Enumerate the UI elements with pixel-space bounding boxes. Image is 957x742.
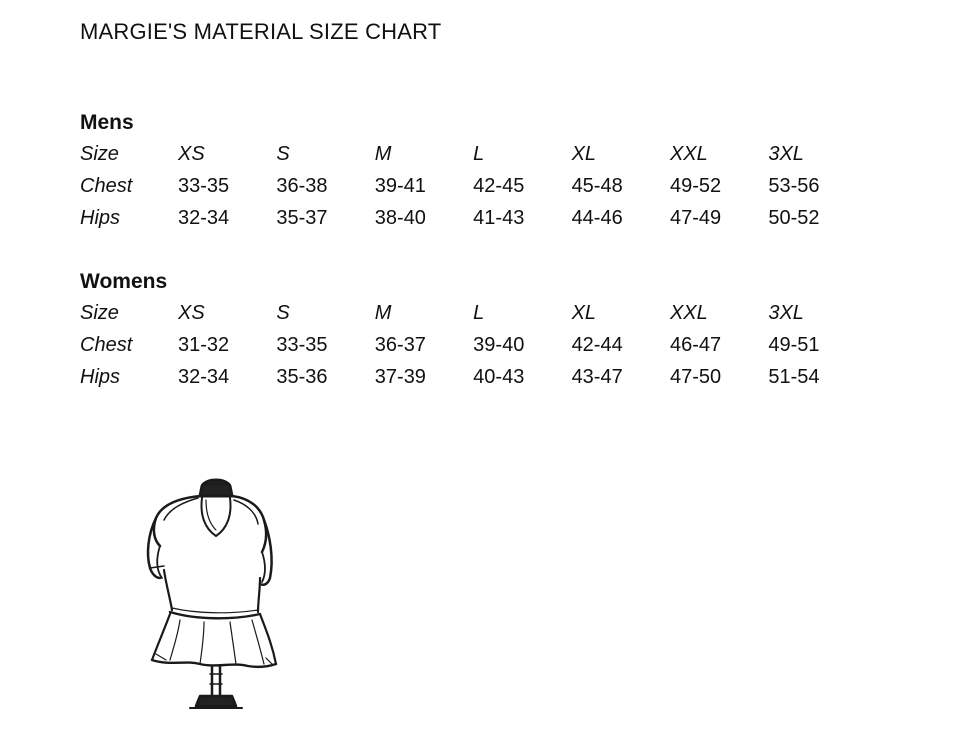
size-cell: XS [178,143,205,165]
mens-size-table [80,108,880,234]
measurement-cell: 53-56 [768,175,820,197]
mens-heading: Mens [80,111,134,134]
measurement-cell: 33-35 [276,334,328,356]
measurement-cell: 45-48 [571,175,623,197]
measurement-cell: 51-54 [768,366,820,388]
measurement-cell: 41-43 [473,207,525,229]
size-cell: S [276,143,290,165]
womens-size-table [80,267,880,393]
measurement-cell: 47-50 [669,366,722,388]
mens-hips-row [80,202,880,234]
size-cell: L [473,302,485,324]
measurement-cell: 31-32 [178,334,230,356]
size-cell: XS [178,302,205,324]
measurement-cell: 49-51 [768,334,820,356]
measurement-cell: 43-47 [571,366,623,388]
measurement-cell: 42-44 [571,334,623,356]
size-cell: XXL [669,143,708,165]
measurement-cell: 39-40 [473,334,525,356]
measurement-cell: 32-34 [178,366,230,388]
mens-chest-row [80,170,880,202]
measurement-cell: 38-40 [374,207,426,229]
measurement-cell: 42-45 [473,175,525,197]
measurement-cell: 44-46 [571,207,623,229]
row-label: Chest [80,334,133,356]
womens-hips-row [80,361,880,393]
size-cell: XL [571,302,597,324]
size-cell: L [473,143,485,165]
measurement-cell: 39-41 [374,175,426,197]
row-label: Size [80,302,119,324]
measurement-cell: 37-39 [374,366,426,388]
womens-size-row [80,297,880,329]
measurement-cell: 49-52 [669,175,722,197]
measurement-cell: 36-37 [374,334,426,356]
row-label: Hips [80,366,121,388]
measurement-cell: 47-49 [669,207,722,229]
dress-form-sketch-icon [140,474,285,716]
row-label: Hips [80,207,121,229]
row-label: Chest [80,175,133,197]
womens-chest-row [80,329,880,361]
size-cell: XXL [669,302,708,324]
measurement-cell: 35-36 [276,366,328,388]
measurement-cell: 50-52 [768,207,820,229]
measurement-cell: 35-37 [276,207,328,229]
measurement-cell: 32-34 [178,207,230,229]
row-label: Size [80,143,119,165]
mens-size-row [80,138,880,170]
page-title: MARGIE'S MATERIAL SIZE CHART [80,19,442,44]
size-cell: XL [571,143,597,165]
size-cell: M [374,302,392,324]
size-cell: S [276,302,290,324]
size-cell: M [374,143,392,165]
measurement-cell: 40-43 [473,366,525,388]
measurement-cell: 36-38 [276,175,328,197]
womens-heading: Womens [80,270,168,293]
measurement-cell: 46-47 [669,334,722,356]
size-cell: 3XL [768,143,804,165]
size-cell: 3XL [768,302,804,324]
measurement-cell: 33-35 [178,175,230,197]
